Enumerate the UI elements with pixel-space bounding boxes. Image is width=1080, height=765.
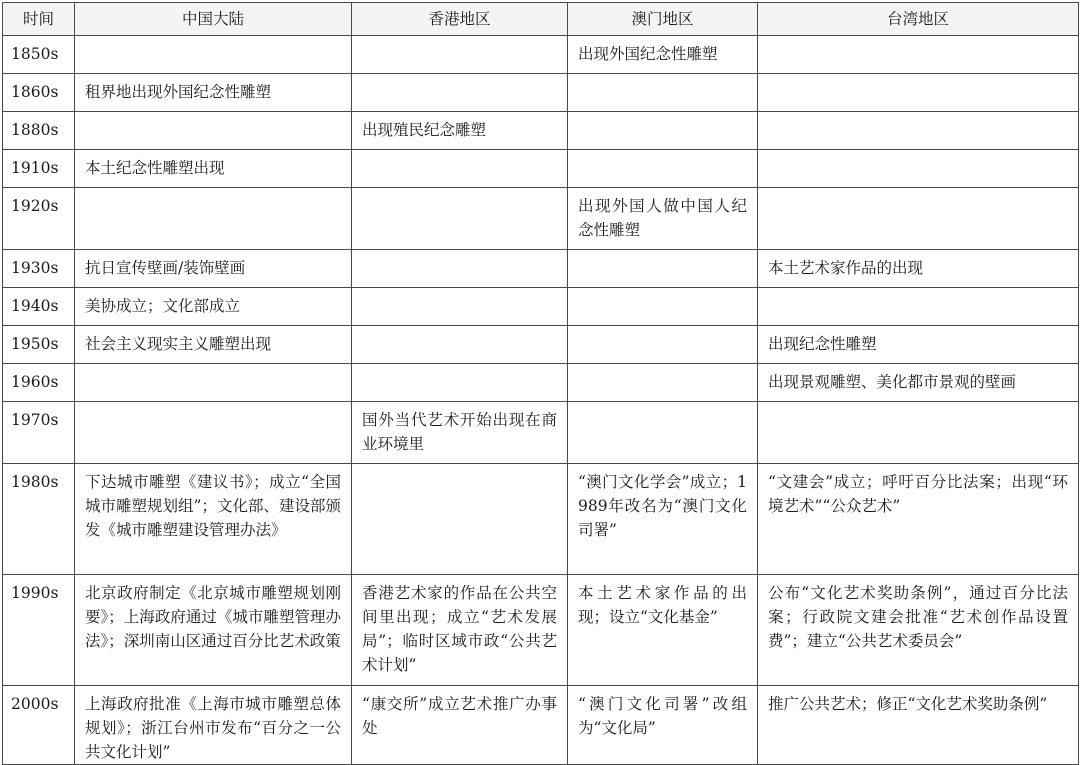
header-taiwan: 台湾地区	[758, 3, 1079, 36]
hongkong-cell	[352, 326, 568, 364]
mainland-cell: 抗日宣传壁画/装饰壁画	[75, 250, 352, 288]
taiwan-cell	[758, 112, 1079, 150]
era-cell: 1940s	[3, 288, 75, 326]
hongkong-cell: “康交所”成立艺术推广办事处	[352, 686, 568, 765]
header-mainland: 中国大陆	[75, 3, 352, 36]
macau-cell	[568, 250, 758, 288]
macau-cell: “澳门文化司署”改组为“文化局”	[568, 686, 758, 765]
hongkong-cell: 香港艺术家的作品在公共空间里出现；成立“艺术发展局”；临时区域市政“公共艺术计划”	[352, 575, 568, 686]
taiwan-cell	[758, 150, 1079, 188]
hongkong-cell	[352, 150, 568, 188]
mainland-cell	[75, 402, 352, 464]
hongkong-cell: 出现殖民纪念雕塑	[352, 112, 568, 150]
taiwan-cell: 公布“文化艺术奖助条例”，通过百分比法案；行政院文建会批准“艺术创作品设置费”；建立“公共艺术委员会”	[758, 575, 1079, 686]
taiwan-cell: 出现景观雕塑、美化都市景观的壁画	[758, 364, 1079, 402]
hongkong-cell	[352, 364, 568, 402]
mainland-cell	[75, 364, 352, 402]
hongkong-cell	[352, 288, 568, 326]
taiwan-cell: “文建会”成立；呼吁百分比法案；出现“环境艺术”“公众艺术”	[758, 464, 1079, 575]
hongkong-cell	[352, 36, 568, 74]
mainland-cell: 下达城市雕塑《建议书》；成立“全国城市雕塑规划组”；文化部、建设部颁发《城市雕塑建设管理办法》	[75, 464, 352, 575]
era-cell: 1950s	[3, 326, 75, 364]
table-row	[3, 250, 1079, 288]
mainland-cell	[75, 112, 352, 150]
era-cell: 1880s	[3, 112, 75, 150]
macau-cell	[568, 288, 758, 326]
table-row	[3, 364, 1079, 402]
era-cell: 1960s	[3, 364, 75, 402]
table-row	[3, 150, 1079, 188]
mainland-cell: 美协成立；文化部成立	[75, 288, 352, 326]
hongkong-cell	[352, 188, 568, 250]
macau-cell	[568, 74, 758, 112]
era-cell: 1860s	[3, 74, 75, 112]
macau-cell	[568, 150, 758, 188]
header-hongkong: 香港地区	[352, 3, 568, 36]
era-cell: 1850s	[3, 36, 75, 74]
macau-cell	[568, 326, 758, 364]
mainland-cell: 社会主义现实主义雕塑出现	[75, 326, 352, 364]
hongkong-cell: 国外当代艺术开始出现在商业环境里	[352, 402, 568, 464]
table-row	[3, 575, 1079, 686]
table-row	[3, 36, 1079, 74]
era-cell: 2000s	[3, 686, 75, 765]
era-cell: 1920s	[3, 188, 75, 250]
header-row	[3, 3, 1079, 36]
taiwan-cell: 推广公共艺术；修正“文化艺术奖助条例”	[758, 686, 1079, 765]
table-row	[3, 112, 1079, 150]
mainland-cell: 北京政府制定《北京城市雕塑规划刚要》；上海政府通过《城市雕塑管理办法》；深圳南山区通过百分比艺术政策	[75, 575, 352, 686]
era-cell: 1970s	[3, 402, 75, 464]
table-row	[3, 686, 1079, 765]
mainland-cell: 本土纪念性雕塑出现	[75, 150, 352, 188]
header-macau: 澳门地区	[568, 3, 758, 36]
taiwan-cell	[758, 74, 1079, 112]
table-row	[3, 188, 1079, 250]
macau-cell	[568, 402, 758, 464]
macau-cell: 出现外国纪念性雕塑	[568, 36, 758, 74]
era-cell: 1990s	[3, 575, 75, 686]
macau-cell: 本土艺术家作品的出现；设立“文化基金”	[568, 575, 758, 686]
macau-cell: 出现外国人做中国人纪念性雕塑	[568, 188, 758, 250]
hongkong-cell	[352, 250, 568, 288]
mainland-cell	[75, 36, 352, 74]
macau-cell	[568, 364, 758, 402]
taiwan-cell	[758, 188, 1079, 250]
hongkong-cell	[352, 74, 568, 112]
mainland-cell: 租界地出现外国纪念性雕塑	[75, 74, 352, 112]
taiwan-cell: 本土艺术家作品的出现	[758, 250, 1079, 288]
macau-cell: “澳门文化学会”成立；1989年改名为“澳门文化司署”	[568, 464, 758, 575]
era-cell: 1930s	[3, 250, 75, 288]
hongkong-cell	[352, 464, 568, 575]
mainland-cell	[75, 188, 352, 250]
table-row	[3, 402, 1079, 464]
public-art-timeline-table	[2, 2, 1079, 765]
header-time: 时间	[3, 3, 75, 36]
table-row	[3, 326, 1079, 364]
taiwan-cell	[758, 402, 1079, 464]
table-row	[3, 74, 1079, 112]
table-row	[3, 464, 1079, 575]
taiwan-cell	[758, 288, 1079, 326]
table-row	[3, 288, 1079, 326]
taiwan-cell: 出现纪念性雕塑	[758, 326, 1079, 364]
era-cell: 1910s	[3, 150, 75, 188]
mainland-cell: 上海政府批准《上海市城市雕塑总体规划》；浙江台州市发布“百分之一公共文化计划”	[75, 686, 352, 765]
taiwan-cell	[758, 36, 1079, 74]
macau-cell	[568, 112, 758, 150]
era-cell: 1980s	[3, 464, 75, 575]
